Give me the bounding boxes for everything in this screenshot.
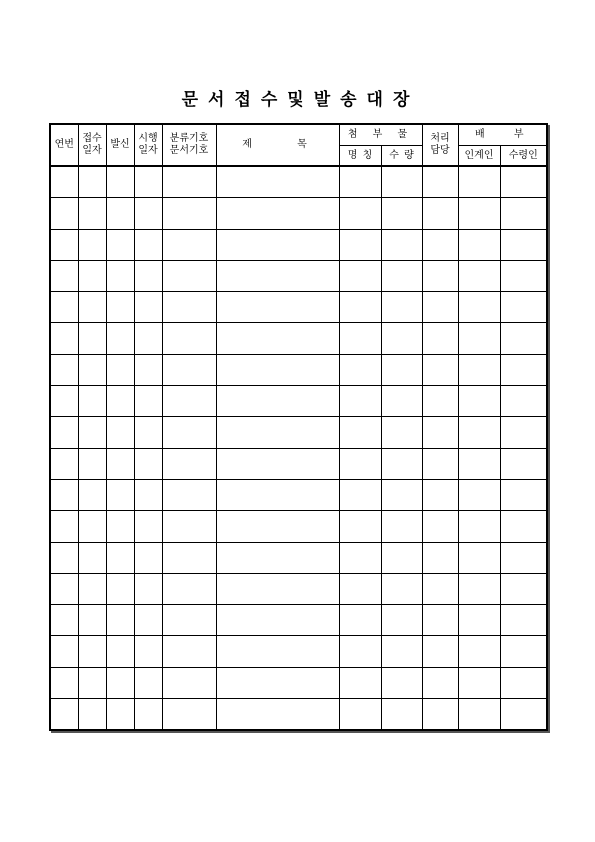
- cell-sender[interactable]: [106, 323, 134, 354]
- cell-subject[interactable]: [216, 229, 339, 260]
- cell-attachment-quantity[interactable]: [381, 699, 422, 731]
- cell-effective-date[interactable]: [134, 605, 162, 636]
- cell-handler[interactable]: [422, 448, 458, 479]
- cell-attachment-quantity[interactable]: [381, 636, 422, 667]
- header-classification-line1: 분류기호: [169, 133, 209, 144]
- cell-classification[interactable]: [162, 699, 216, 731]
- cell-effective-date[interactable]: [134, 323, 162, 354]
- header-effective-date: [134, 124, 162, 166]
- cell-sender[interactable]: [106, 448, 134, 479]
- cell-classification[interactable]: [162, 636, 216, 667]
- cell-receipt-date[interactable]: [78, 229, 106, 260]
- table-row: [50, 542, 547, 573]
- cell-sender[interactable]: [106, 636, 134, 667]
- cell-recipient[interactable]: [500, 323, 547, 354]
- cell-subject[interactable]: [216, 386, 339, 417]
- cell-subject[interactable]: [216, 292, 339, 323]
- cell-receipt-date[interactable]: [78, 605, 106, 636]
- header-effective-date-line2: 일자: [138, 145, 158, 156]
- cell-serial[interactable]: [50, 323, 78, 354]
- cell-handler[interactable]: [422, 323, 458, 354]
- cell-attachment-name[interactable]: [339, 260, 381, 291]
- table-row: [50, 448, 547, 479]
- header-handler: [422, 124, 458, 166]
- cell-handler[interactable]: [422, 260, 458, 291]
- cell-handover-person[interactable]: [458, 448, 500, 479]
- cell-sender[interactable]: [106, 417, 134, 448]
- cell-sender[interactable]: [106, 573, 134, 604]
- cell-attachment-name[interactable]: [339, 166, 381, 198]
- cell-sender[interactable]: [106, 292, 134, 323]
- cell-attachment-name[interactable]: [339, 636, 381, 667]
- cell-serial[interactable]: [50, 542, 78, 573]
- cell-handler[interactable]: [422, 667, 458, 698]
- cell-classification[interactable]: [162, 573, 216, 604]
- cell-subject[interactable]: [216, 417, 339, 448]
- header-attachments: 첨 부 물: [339, 124, 422, 146]
- cell-handover-person[interactable]: [458, 542, 500, 573]
- cell-handover-person[interactable]: [458, 511, 500, 542]
- header-receipt-date-line2: 일자: [82, 145, 102, 156]
- header-classification: [162, 124, 216, 166]
- cell-handover-person[interactable]: [458, 417, 500, 448]
- cell-recipient[interactable]: [500, 667, 547, 698]
- cell-handler[interactable]: [422, 229, 458, 260]
- cell-attachment-quantity[interactable]: [381, 292, 422, 323]
- header-attachment-name: 명 칭: [339, 146, 381, 167]
- table-row: [50, 699, 547, 731]
- cell-effective-date[interactable]: [134, 699, 162, 731]
- header-serial: 연번: [50, 124, 78, 166]
- cell-attachment-quantity[interactable]: [381, 229, 422, 260]
- cell-handover-person[interactable]: [458, 636, 500, 667]
- cell-recipient[interactable]: [500, 699, 547, 731]
- cell-serial[interactable]: [50, 448, 78, 479]
- cell-receipt-date[interactable]: [78, 542, 106, 573]
- cell-handler[interactable]: [422, 699, 458, 731]
- cell-subject[interactable]: [216, 511, 339, 542]
- cell-classification[interactable]: [162, 448, 216, 479]
- cell-attachment-quantity[interactable]: [381, 386, 422, 417]
- cell-serial[interactable]: [50, 386, 78, 417]
- cell-handover-person[interactable]: [458, 573, 500, 604]
- cell-serial[interactable]: [50, 417, 78, 448]
- cell-recipient[interactable]: [500, 292, 547, 323]
- cell-recipient[interactable]: [500, 636, 547, 667]
- header-classification-line2: 문서기호: [169, 145, 209, 156]
- cell-sender[interactable]: [106, 354, 134, 385]
- cell-subject[interactable]: [216, 166, 339, 198]
- cell-handover-person[interactable]: [458, 260, 500, 291]
- cell-attachment-quantity[interactable]: [381, 605, 422, 636]
- cell-classification[interactable]: [162, 166, 216, 198]
- cell-sender[interactable]: [106, 699, 134, 731]
- cell-effective-date[interactable]: [134, 573, 162, 604]
- cell-receipt-date[interactable]: [78, 166, 106, 198]
- cell-subject[interactable]: [216, 260, 339, 291]
- cell-attachment-quantity[interactable]: [381, 354, 422, 385]
- cell-classification[interactable]: [162, 260, 216, 291]
- cell-sender[interactable]: [106, 260, 134, 291]
- cell-handler[interactable]: [422, 605, 458, 636]
- cell-serial[interactable]: [50, 479, 78, 510]
- cell-sender[interactable]: [106, 229, 134, 260]
- header-distribution: 배 부: [458, 124, 547, 146]
- cell-classification[interactable]: [162, 417, 216, 448]
- cell-attachment-quantity[interactable]: [381, 667, 422, 698]
- cell-attachment-quantity[interactable]: [381, 260, 422, 291]
- cell-recipient[interactable]: [500, 386, 547, 417]
- cell-handover-person[interactable]: [458, 386, 500, 417]
- cell-serial[interactable]: [50, 354, 78, 385]
- header-attachment-quantity: 수 량: [381, 146, 422, 167]
- cell-recipient[interactable]: [500, 354, 547, 385]
- table-row: [50, 417, 547, 448]
- header-sender: 발신: [106, 124, 134, 166]
- table-row: [50, 636, 547, 667]
- cell-effective-date[interactable]: [134, 260, 162, 291]
- cell-attachment-name[interactable]: [339, 229, 381, 260]
- cell-effective-date[interactable]: [134, 417, 162, 448]
- cell-classification[interactable]: [162, 198, 216, 229]
- cell-serial[interactable]: [50, 198, 78, 229]
- cell-classification[interactable]: [162, 386, 216, 417]
- cell-serial[interactable]: [50, 229, 78, 260]
- cell-receipt-date[interactable]: [78, 386, 106, 417]
- cell-serial[interactable]: [50, 260, 78, 291]
- cell-effective-date[interactable]: [134, 667, 162, 698]
- cell-recipient[interactable]: [500, 573, 547, 604]
- cell-recipient[interactable]: [500, 542, 547, 573]
- cell-receipt-date[interactable]: [78, 448, 106, 479]
- header-handover-person: 인계인: [458, 146, 500, 167]
- cell-attachment-name[interactable]: [339, 323, 381, 354]
- table-row: [50, 166, 547, 198]
- cell-subject[interactable]: [216, 699, 339, 731]
- cell-handler[interactable]: [422, 417, 458, 448]
- document-title: 문서접수및발송대장: [181, 90, 420, 110]
- cell-attachment-name[interactable]: [339, 573, 381, 604]
- cell-serial[interactable]: [50, 667, 78, 698]
- header-handler-line2: 담당: [430, 145, 450, 156]
- cell-recipient[interactable]: [500, 260, 547, 291]
- cell-classification[interactable]: [162, 542, 216, 573]
- cell-receipt-date[interactable]: [78, 699, 106, 731]
- cell-attachment-name[interactable]: [339, 605, 381, 636]
- cell-subject[interactable]: [216, 573, 339, 604]
- table-row: [50, 667, 547, 698]
- cell-effective-date[interactable]: [134, 511, 162, 542]
- cell-handover-person[interactable]: [458, 229, 500, 260]
- cell-effective-date[interactable]: [134, 479, 162, 510]
- cell-effective-date[interactable]: [134, 292, 162, 323]
- cell-recipient[interactable]: [500, 229, 547, 260]
- cell-handover-person[interactable]: [458, 354, 500, 385]
- cell-sender[interactable]: [106, 386, 134, 417]
- header-effective-date-line1: 시행: [138, 133, 158, 144]
- cell-subject[interactable]: [216, 323, 339, 354]
- cell-serial[interactable]: [50, 292, 78, 323]
- cell-classification[interactable]: [162, 323, 216, 354]
- cell-recipient[interactable]: [500, 166, 547, 198]
- table-row: [50, 573, 547, 604]
- cell-attachment-name[interactable]: [339, 667, 381, 698]
- cell-recipient[interactable]: [500, 479, 547, 510]
- cell-classification[interactable]: [162, 354, 216, 385]
- cell-classification[interactable]: [162, 605, 216, 636]
- cell-handover-person[interactable]: [458, 292, 500, 323]
- cell-receipt-date[interactable]: [78, 292, 106, 323]
- cell-handover-person[interactable]: [458, 166, 500, 198]
- cell-attachment-quantity[interactable]: [381, 166, 422, 198]
- cell-attachment-quantity[interactable]: [381, 448, 422, 479]
- cell-classification[interactable]: [162, 229, 216, 260]
- table-header: [50, 124, 547, 166]
- table-row: [50, 260, 547, 291]
- cell-recipient[interactable]: [500, 448, 547, 479]
- cell-sender[interactable]: [106, 479, 134, 510]
- cell-sender[interactable]: [106, 667, 134, 698]
- cell-attachment-name[interactable]: [339, 198, 381, 229]
- table-row: [50, 323, 547, 354]
- cell-receipt-date[interactable]: [78, 198, 106, 229]
- cell-handler[interactable]: [422, 386, 458, 417]
- header-handler-line1: 처리: [430, 133, 450, 144]
- cell-serial[interactable]: [50, 573, 78, 604]
- cell-handover-person[interactable]: [458, 323, 500, 354]
- cell-receipt-date[interactable]: [78, 479, 106, 510]
- header-subject: 제 목: [216, 124, 339, 166]
- cell-sender[interactable]: [106, 166, 134, 198]
- cell-receipt-date[interactable]: [78, 636, 106, 667]
- table-row: [50, 229, 547, 260]
- table-row: [50, 479, 547, 510]
- cell-classification[interactable]: [162, 292, 216, 323]
- cell-attachment-quantity[interactable]: [381, 323, 422, 354]
- cell-handover-person[interactable]: [458, 605, 500, 636]
- cell-attachment-name[interactable]: [339, 354, 381, 385]
- cell-attachment-quantity[interactable]: [381, 511, 422, 542]
- cell-receipt-date[interactable]: [78, 573, 106, 604]
- cell-attachment-quantity[interactable]: [381, 479, 422, 510]
- cell-subject[interactable]: [216, 354, 339, 385]
- cell-subject[interactable]: [216, 636, 339, 667]
- cell-attachment-quantity[interactable]: [381, 198, 422, 229]
- cell-recipient[interactable]: [500, 511, 547, 542]
- cell-receipt-date[interactable]: [78, 354, 106, 385]
- cell-serial[interactable]: [50, 699, 78, 731]
- cell-receipt-date[interactable]: [78, 260, 106, 291]
- cell-handover-person[interactable]: [458, 699, 500, 731]
- cell-handler[interactable]: [422, 479, 458, 510]
- cell-attachment-name[interactable]: [339, 511, 381, 542]
- cell-attachment-name[interactable]: [339, 386, 381, 417]
- cell-serial[interactable]: [50, 605, 78, 636]
- cell-effective-date[interactable]: [134, 636, 162, 667]
- cell-attachment-quantity[interactable]: [381, 542, 422, 573]
- cell-effective-date[interactable]: [134, 354, 162, 385]
- cell-effective-date[interactable]: [134, 229, 162, 260]
- cell-handover-person[interactable]: [458, 667, 500, 698]
- cell-attachment-name[interactable]: [339, 699, 381, 731]
- cell-receipt-date[interactable]: [78, 323, 106, 354]
- cell-subject[interactable]: [216, 605, 339, 636]
- header-recipient: 수령인: [500, 146, 547, 167]
- cell-subject[interactable]: [216, 667, 339, 698]
- cell-sender[interactable]: [106, 542, 134, 573]
- cell-recipient[interactable]: [500, 417, 547, 448]
- cell-serial[interactable]: [50, 511, 78, 542]
- cell-effective-date[interactable]: [134, 198, 162, 229]
- cell-handler[interactable]: [422, 511, 458, 542]
- cell-effective-date[interactable]: [134, 542, 162, 573]
- cell-handler[interactable]: [422, 198, 458, 229]
- cell-sender[interactable]: [106, 605, 134, 636]
- cell-attachment-name[interactable]: [339, 448, 381, 479]
- cell-subject[interactable]: [216, 542, 339, 573]
- cell-recipient[interactable]: [500, 605, 547, 636]
- cell-handover-person[interactable]: [458, 479, 500, 510]
- table-row: [50, 292, 547, 323]
- cell-sender[interactable]: [106, 511, 134, 542]
- cell-recipient[interactable]: [500, 198, 547, 229]
- header-receipt-date: [78, 124, 106, 166]
- document-ledger-table: [49, 123, 548, 731]
- cell-subject[interactable]: [216, 448, 339, 479]
- cell-effective-date[interactable]: [134, 166, 162, 198]
- table-row: [50, 354, 547, 385]
- table-row: [50, 605, 547, 636]
- cell-effective-date[interactable]: [134, 386, 162, 417]
- cell-handler[interactable]: [422, 573, 458, 604]
- cell-handler[interactable]: [422, 166, 458, 198]
- cell-handler[interactable]: [422, 292, 458, 323]
- cell-receipt-date[interactable]: [78, 667, 106, 698]
- cell-attachment-name[interactable]: [339, 417, 381, 448]
- table-row: [50, 386, 547, 417]
- cell-serial[interactable]: [50, 636, 78, 667]
- cell-attachment-name[interactable]: [339, 479, 381, 510]
- cell-attachment-quantity[interactable]: [381, 573, 422, 604]
- cell-handler[interactable]: [422, 542, 458, 573]
- table-body: [50, 166, 547, 730]
- cell-classification[interactable]: [162, 511, 216, 542]
- table-row: [50, 511, 547, 542]
- cell-classification[interactable]: [162, 479, 216, 510]
- header-receipt-date-line1: 접수: [82, 133, 102, 144]
- cell-handler[interactable]: [422, 354, 458, 385]
- cell-attachment-quantity[interactable]: [381, 417, 422, 448]
- cell-attachment-name[interactable]: [339, 542, 381, 573]
- cell-serial[interactable]: [50, 166, 78, 198]
- cell-attachment-name[interactable]: [339, 292, 381, 323]
- cell-handover-person[interactable]: [458, 198, 500, 229]
- cell-subject[interactable]: [216, 479, 339, 510]
- cell-subject[interactable]: [216, 198, 339, 229]
- cell-effective-date[interactable]: [134, 448, 162, 479]
- cell-classification[interactable]: [162, 667, 216, 698]
- cell-handler[interactable]: [422, 636, 458, 667]
- table-row: [50, 198, 547, 229]
- cell-receipt-date[interactable]: [78, 417, 106, 448]
- cell-receipt-date[interactable]: [78, 511, 106, 542]
- cell-sender[interactable]: [106, 198, 134, 229]
